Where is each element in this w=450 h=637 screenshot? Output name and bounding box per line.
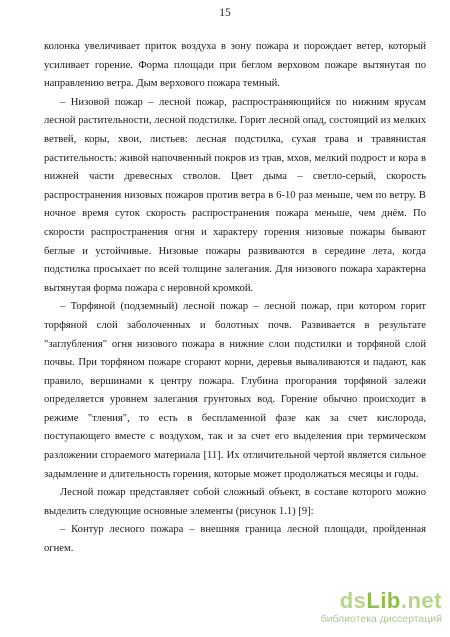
page-number: 15: [219, 7, 231, 19]
watermark-subtitle: библиотека диссертаций: [320, 613, 442, 625]
paragraph-fire-elements: Лесной пожар представляет собой сложный объект, в составе которого можно выделить следующие основные элементы (рисунок 1.1) [9]:: [44, 487, 426, 517]
paragraph-fire-contour: – Контур лесного пожара – внешняя граница лесной площади, пройденная огнем.: [44, 524, 426, 555]
watermark-logo-net: .net: [400, 588, 442, 613]
paragraph-ground-fire: – Низовой пожар – лесной пожар, распространяющийся по нижним ярусам лесной растительности, лесной подстилке. Горит лесной опад, состоящий из мелких ветвей, коры, хвои, листьев: лесная подстилка, сухая трава и травянистая растительность: живой напочвенный покров из трав, мхов, мелкий подрост и кора в нижней части древесных стволов. Цвет дыма – светло-серый, скорость распространения низовых пожаров против ветра в 6-10 раз меньше, чем по ветру. В ночное время суток скорость распространения пожара меньше, чем днём. По скорости распространения огня и характеру горения низовые пожары бывают беглые и устойчивые. Низовые пожары развиваются в середине лета, когда подстилка просыхает по всей толщине залегания. Для низового пожара характерна вытянутая форма пожара с неровной кромкой.: [44, 96, 426, 294]
paragraph-1: колонка увеличивает приток воздуха в зону пожара и порождает ветер, который усиливает горение. Форма площади при беглом верховом пожаре вытянутая по направлению ветра. Дым верхового пожара темный.: [44, 41, 426, 90]
watermark-logo-lib: Lib: [366, 588, 401, 613]
watermark-logo-ds: ds: [339, 588, 367, 613]
watermark: [292, 589, 442, 631]
paragraph-peat-fire: – Торфяной (подземный) лесной пожар – лесной пожар, при котором горит торфяной слой заболоченных и болотных почв. Развивается в результате "заглубления" огня низового пожара в нижние слои подстилки и торфяной слой почвы. При торфяном пожаре сгорают корни, деревья вываливаются и падают, как правило, вершинами к центру пожара. Глубина прогорания торфяной залежи определяется уровнем залегания грунтовых вод. Горение обычно происходит в режиме "тления", то есть в беспламенной фазе как за счет кислорода, поступающего вместе с воздухом, так и за счет его выделения при термическом разложении сгораемого материала [11]. Их отличительной чертой является сильное задымление и длительность горения, которые может продолжаться месяцы и годы.: [44, 301, 426, 480]
watermark-logo: [292, 589, 442, 613]
document-body: [44, 38, 426, 559]
